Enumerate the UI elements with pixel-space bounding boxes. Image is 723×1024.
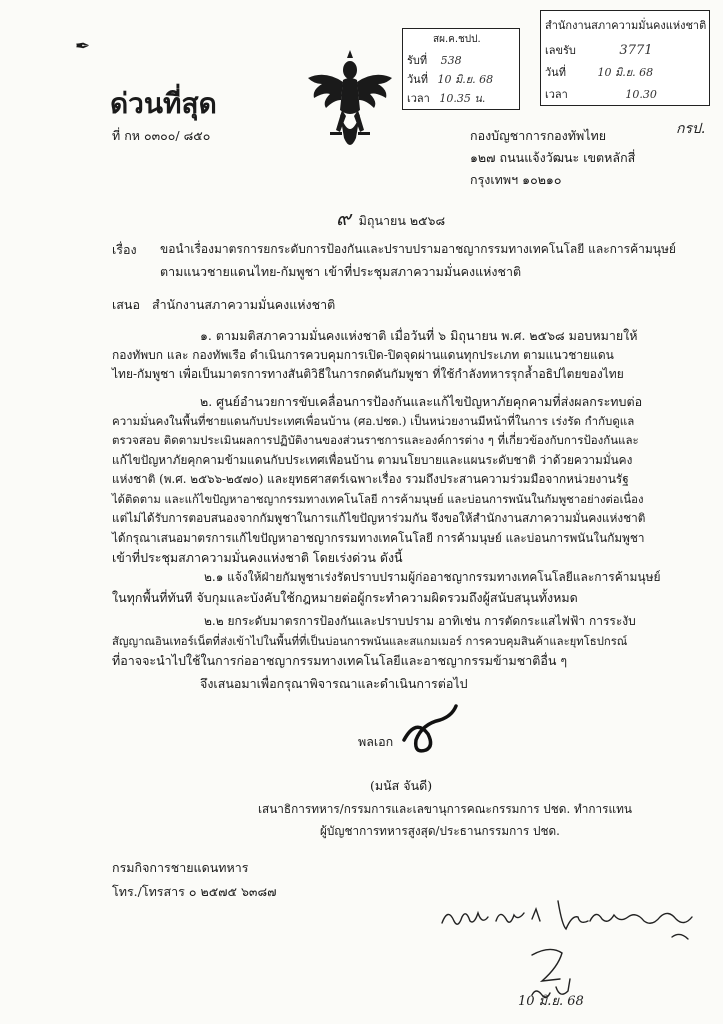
- date-month-year: มิถุนายน ๒๕๖๘: [358, 213, 446, 228]
- paragraph-line: กองทัพบก และ กองทัพเรือ ดำเนินการควบคุมการเปิด-ปิดจุดผ่านแดนทุกประเภท ตามแนวชายแดน: [112, 347, 614, 362]
- paragraph-1: [112, 326, 638, 385]
- paragraph-line: ที่อาจจะนำไปใช้ในการก่ออาชญากรรมทางเทคโนโลยีและอาชญากรรมข้ามชาติอื่น ๆ: [112, 653, 568, 668]
- receipt-stamp-left: [402, 28, 520, 110]
- paragraph-2: [112, 392, 645, 568]
- paragraph-2-2: [112, 612, 636, 671]
- stamp-row-time: [407, 89, 485, 107]
- stamp-row-received: [545, 41, 653, 59]
- paragraph-line: ๒. ศูนย์อำนวยการขับเคลื่อนการป้องกันและแก้ไขปัญหาภัยคุกคามที่ส่งผลกระทบต่อ: [200, 394, 643, 409]
- paragraph-line: สัญญาณอินเทอร์เน็ตที่ส่งเข้าไปในพื้นที่ที่เป็นบ่อนการพนันและสแกมเมอร์ การควบคุมสินค้าและยุทโธปกรณ์: [112, 634, 628, 648]
- corner-mark: ✒: [75, 36, 91, 57]
- footer-department: กรมกิจการชายแดนทหาร: [112, 860, 249, 875]
- signer-title-1: เสนาธิการทหาร/กรรมการและเลขานุการคณะกรรมการ ปชด. ทำการแทน: [258, 802, 632, 816]
- stamp-label: เวลา: [407, 92, 430, 105]
- subject-line-2: ตามแนวชายแดนไทย-กัมพูชา เข้าที่ประชุมสภาความมั่นคงแห่งชาติ: [160, 264, 522, 279]
- stamp-value: 10.30: [625, 88, 657, 101]
- paragraph-line: ๒.๒ ยกระดับมาตรการป้องกันและปราบปราม อาทิเช่น การตัดกระแสไฟฟ้า การระงับ: [204, 614, 636, 628]
- stamp-row-date: [545, 63, 653, 81]
- signer-name: (มนัส จันดี): [370, 778, 433, 793]
- paragraph-line: ได้ติดตาม และแก้ไขปัญหาอาชญากรรมทางเทคโนโลยี การค้ามนุษย์ และบ่อนการพนันในกัมพูชาอย่างต่อเนื่อง: [112, 492, 644, 506]
- urgency-heading: ด่วนที่สุด: [110, 87, 217, 120]
- paragraph-line: ตรวจสอบ ติดตามประเมินผลการปฏิบัติงานของส่วนราชการและองค์การต่าง ๆ ที่เกี่ยวข้องกับการป้องกันและ: [112, 433, 639, 447]
- sender-line-3: กรุงเทพฯ ๑๐๒๑๐: [470, 172, 562, 187]
- paragraph-line: ไทย-กัมพูชา เพื่อเป็นมาตรการทางสันติวิธีในการกดดันกัมพูชา ที่ใช้กำลังทหารรุกล้ำอธิปไตยของไทย: [112, 367, 624, 381]
- stamp-value: 10 มิ.ย. 68: [597, 66, 654, 79]
- sender-line-1: กองบัญชาการกองทัพไทย: [470, 128, 607, 143]
- subject-label: เรื่อง: [112, 242, 137, 257]
- stamp-label: เลขรับ: [545, 44, 576, 57]
- garuda-emblem: [300, 48, 400, 158]
- closing-line: จึงเสนอมาเพื่อกรุณาพิจารณาและดำเนินการต่อไป: [200, 676, 468, 691]
- doc-number: ที่ กห ๐๓๐๐/ ๘๕๐: [112, 128, 211, 143]
- paragraph-line: แต่ไม่ได้รับการตอบสนองจากกัมพูชาในการแก้ไขปัญหาร่วมกัน จึงขอให้สำนักงานสภาความมั่นคงแห่งชาติ: [112, 511, 646, 525]
- footer-phone: โทร./โทรสาร ๐ ๒๕๗๕ ๖๓๘๗: [112, 884, 277, 899]
- paragraph-line: ๒.๑ แจ้งให้ฝ่ายกัมพูชาเร่งรัดปราบปรามผู้ก่ออาชญากรรมทางเทคโนโลยีและการค้ามนุษย์: [204, 570, 661, 584]
- handwritten-date: 10 มิ.ย. 68: [518, 994, 584, 1009]
- sender-line-2: ๑๒๗ ถนนแจ้งวัฒนะ เขตหลักสี่: [470, 150, 636, 165]
- stamp-label: รับที่: [407, 54, 428, 67]
- paragraph-line: ความมั่นคงในพื้นที่ชายแดนกับประเทศเพื่อนบ้าน (ศอ.ปชด.) เป็นหน่วยงานมีหน้าที่ในการ เร่งรัด กำกับดูแล: [112, 413, 635, 428]
- paragraph-line: แก้ไขปัญหาภัยคุกคามข้ามแดนกับประเทศเพื่อนบ้าน ตามนโยบายและแผนระดับชาติ ว่าด้วยความมั่นคง: [112, 452, 633, 467]
- margin-note: กรป.: [676, 121, 706, 137]
- paragraph-line: แห่งชาติ (พ.ศ. ๒๕๖๖-๒๕๗๐) และยุทธศาสตร์เฉพาะเรื่อง รวมถึงประสานความร่วมมือจากหน่วยงานรัฐ: [112, 472, 629, 486]
- paragraph-line: เข้าที่ประชุมสภาความมั่นคงแห่งชาติ โดยเร่งด่วน ดังนี้: [112, 550, 403, 565]
- receipt-stamp-right: [540, 10, 710, 106]
- recipient-value: สำนักงานสภาความมั่นคงแห่งชาติ: [152, 297, 336, 312]
- stamp-row-date: [407, 70, 493, 88]
- stamp-value: 538: [440, 54, 462, 67]
- date-day: ๙: [336, 206, 351, 230]
- stamp-label: วันที่: [545, 66, 566, 79]
- stamp-label: เวลา: [545, 88, 568, 101]
- stamp-row-received: [407, 51, 462, 69]
- stamp-value: 10.35 น.: [439, 92, 486, 105]
- subject-line-1: ขอนำเรื่องมาตรการยกระดับการป้องกันและปราบปรามอาชญากรรมทางเทคโนโลยี และการค้ามนุษย์: [160, 242, 676, 256]
- paragraph-line: ๑. ตามมติสภาความมั่นคงแห่งชาติ เมื่อวันที่ ๖ มิถุนายน พ.ศ. ๒๕๖๘ มอบหมายให้: [200, 328, 638, 343]
- paragraph-line: ในทุกพื้นที่ทันที จับกุมและบังคับใช้กฎหมายต่อผู้กระทำความผิดรวมถึงผู้สนับสนุนทั้งหมด: [112, 589, 578, 605]
- signature-mark: [396, 700, 466, 760]
- stamp-label: วันที่: [407, 73, 428, 86]
- stamp-value: 10 มิ.ย. 68: [437, 73, 494, 86]
- paragraph-2-1: [112, 568, 661, 607]
- stamp-value: 3771: [619, 43, 653, 58]
- recipient-label: เสนอ: [112, 297, 140, 312]
- stamp-header: สำนักงานสภาความมั่นคงแห่งชาติ: [545, 19, 707, 32]
- signer-title-2: ผู้บัญชาการทหารสูงสุด/ประธานกรรมการ ปชด.: [320, 824, 560, 838]
- paragraph-line: ได้กรุณาเสนอมาตรการแก้ไขปัญหาอาชญากรรมทางเทคโนโลยี การค้ามนุษย์ และบ่อนการพนันในกัมพูชา: [112, 530, 645, 545]
- document-date: [336, 206, 445, 230]
- stamp-row-time: [545, 85, 657, 103]
- stamp-header: สผ.ค.ชปป.: [433, 34, 481, 45]
- signature-rank: พลเอก: [358, 734, 394, 749]
